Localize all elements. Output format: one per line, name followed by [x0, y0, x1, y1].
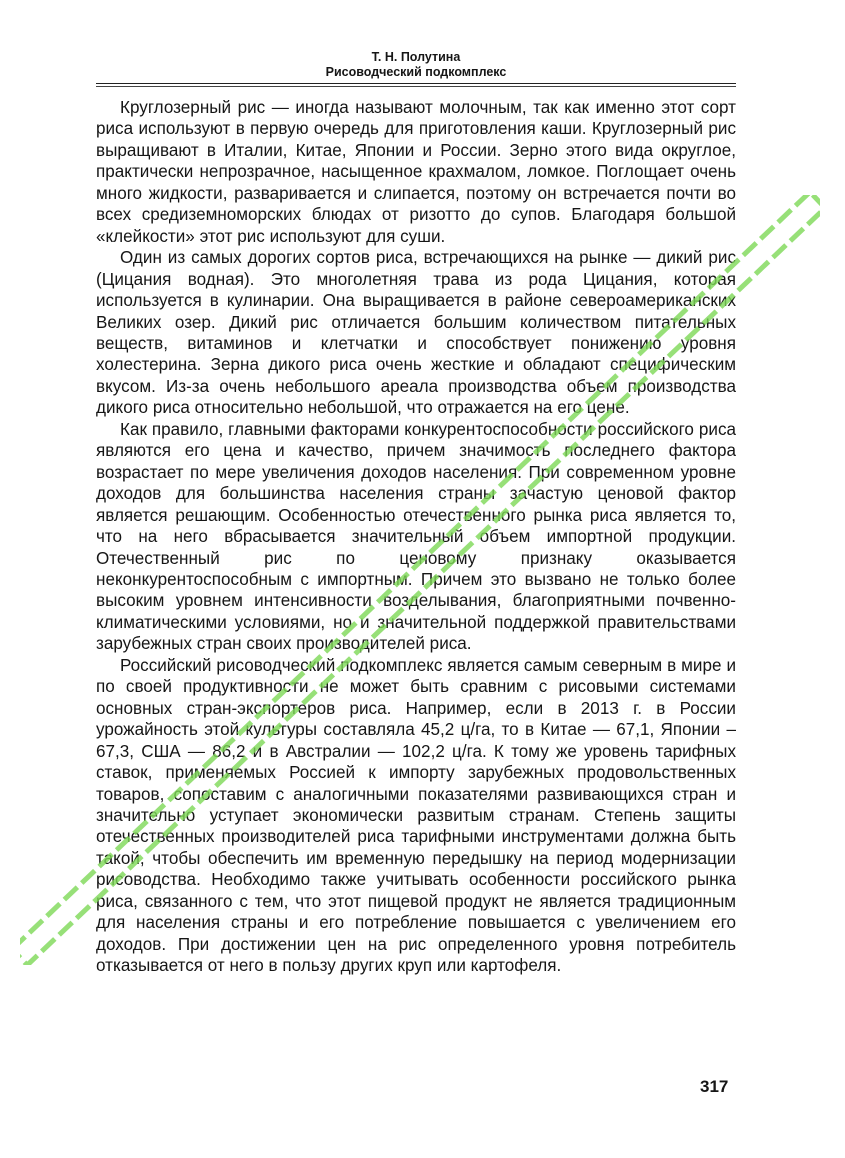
header-divider-secondary — [96, 86, 736, 87]
header-author: Т. Н. Полутина — [371, 50, 461, 64]
body-text — [96, 97, 736, 977]
header-title: Рисоводческий подкомплекс — [325, 65, 507, 79]
paragraph-wild-rice: Один из самых дорогих сортов риса, встречающихся на рынке — дикий рис (Цицания водная). Это многолетняя трава из рода Цицания, которая используется в кулинарии. Она выращивается в районе североамериканских Великих озер. Дикий рис отличается большим количеством питательных веществ, витаминов и клетчатки и способствует понижению уровня холестерина. Зерна дикого риса очень жесткие и обладают специфическим вкусом. Из-за очень небольшого ареала производства объем производства дикого риса относительно небольшой, что отражается на его цене. — [96, 248, 736, 418]
paragraph-russian-subcomplex: Российский рисоводческий подкомплекс является самым северным в мире и по своей продуктивности не может быть сравним с рисовыми системами основных стран-экспортеров риса. Например, если в 2013 г. в России урожайность этой культуры составляла 45,2 ц/га, то в Китае — 67,1, Японии – 67,3, США — 86,2 и в Австралии — 102,2 ц/га. К тому же уровень тарифных ставок, применяемых Россией к импорту зарубежных продовольственных товаров, сопоставим с аналогичными показателями развивающихся стран и значительно уступает экономически развитым странам. Степень защиты отечественных производителей риса тарифными инструментами должна быть такой, чтобы обеспечить им временную передышку на период модернизации рисоводства. Необходимо также учитывать особенности российского рынка риса, связанного с тем, что этот пищевой продукт не является традиционным для населения страны и его потребление повышается с увеличением его доходов. При достижении цен на рис определенного уровня потребитель отказывается от него в пользу других круп или картофеля. — [96, 655, 736, 976]
running-header — [96, 50, 736, 80]
page-number: 317 — [700, 1077, 729, 1096]
header-divider — [96, 83, 736, 84]
paragraph-round-grain-rice: Круглозерный рис — иногда называют молочным, так как именно этот сорт риса используют в первую очередь для приготовления каши. Круглозерный рис выращивают в Италии, Китае, Японии и России. Зерно этого вида округлое, практически непрозрачное, насыщенное крахмалом, ломкое. Поглощает очень много жидкости, разваривается и слипается, поэтому он встречается почти во всех средиземноморских блюдах от ризотто до супов. Благодаря большой «клейкости» этот рис используют для суши. — [96, 98, 736, 246]
paragraph-competitiveness: Как правило, главными факторами конкурентоспособности российского риса являются его цена и качество, причем значимость последнего фактора возрастает по мере увеличения доходов населения. При современном уровне доходов для большинства населения страны зачастую ценовой фактор является решающим. Особенностью отечественного рынка риса является то, что на него вбрасывается значительный объем импортной продукции. Отечественный рис по ценовому признаку оказывается неконкурентоспособным с импортным. Причем это вызвано не только более высоким уровнем интенсивности возделывания, благоприятными почвенно-климатическими условиями, но и значительной поддержкой правительствами зарубежных стран своих производителей риса. — [96, 419, 736, 654]
